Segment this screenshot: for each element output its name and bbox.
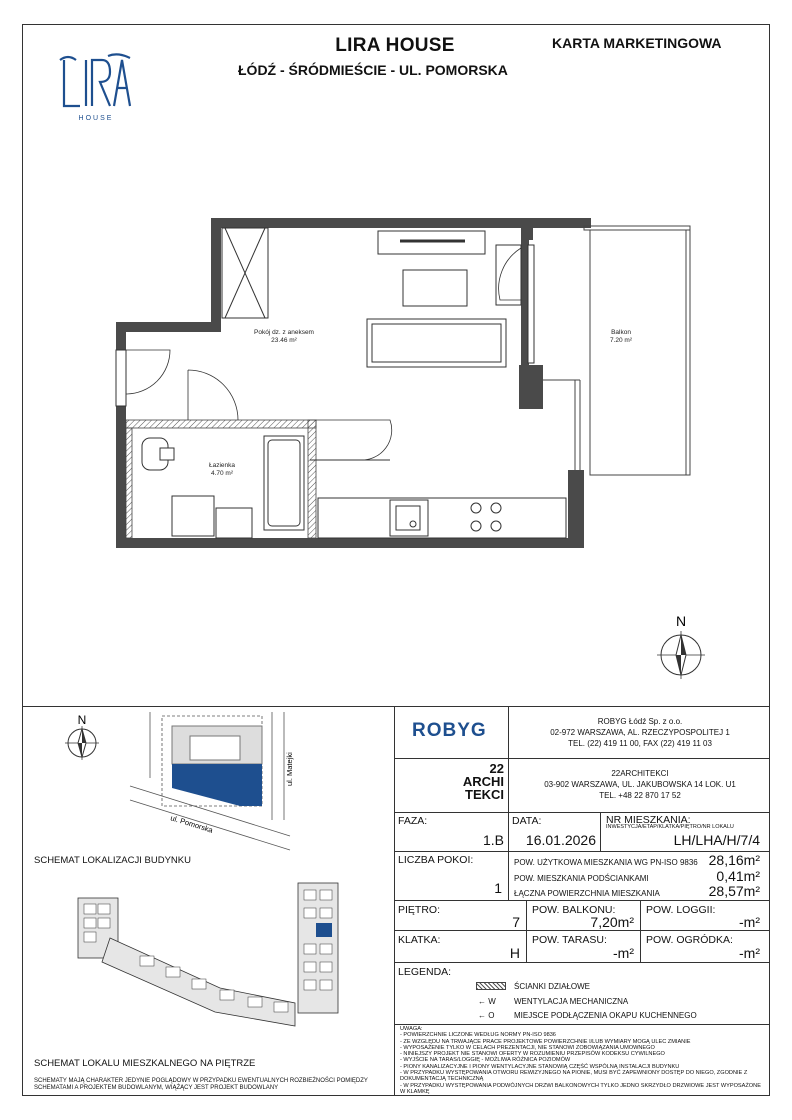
location-caption: SCHEMAT LOKALIZACJI BUDYNKU: [34, 855, 191, 866]
north-label: N: [675, 613, 687, 629]
location-north-label: N: [77, 713, 87, 727]
pietro-label: PIĘTRO:: [398, 904, 441, 916]
nr-label: NR MIESZKANIA:: [606, 814, 691, 826]
note-line: - NINIEJSZY PROJEKT NIE STANOWI OFERTY W ROZUMIENIU PRZEPISÓW KODEKSU CYWILNEGO: [400, 1051, 665, 1058]
klatka-value: H: [509, 945, 520, 961]
partition-wall-swatch: [476, 982, 506, 990]
pokoje-label: LICZBA POKOI:: [398, 854, 474, 866]
legend-title: LEGENDA:: [398, 966, 452, 978]
data-value: 16.01.2026: [525, 832, 596, 848]
room-balcony-name: Balkon: [611, 329, 631, 336]
pow-laczna-value: 28,57m²: [708, 883, 760, 899]
hood-icon: ← O: [478, 1011, 495, 1020]
note-line: - WYJŚCIE NA TARAS/LOGGIĘ - MOŻLIWA RÓŻNICA POZIOMÓW: [400, 1057, 571, 1064]
north-compass-icon: [657, 631, 705, 679]
note-line: - POWIERZCHNIE LICZONE WEDŁUG NORMY PN-ISO 9836: [400, 1032, 556, 1039]
logo-subtext: HOUSE: [78, 115, 114, 122]
street-label-1: ul. Matejki: [285, 752, 294, 786]
architect-info: [520, 768, 760, 801]
floor-schema: [70, 878, 360, 1038]
room-bathroom-name: Łazienka: [208, 462, 236, 469]
notes: [400, 1026, 766, 1095]
company-name: ROBYG Łódź Sp. z o.o.: [597, 717, 683, 726]
street-label-2: ul. Pomorska: [169, 813, 214, 835]
note-line: - W PRZYPADKU WYSTĘPOWANIA OTWORU REWIZYJNEGO NA PIONIE, MUSI BYĆ ZAPEWNIONY DOSTĘP DO NIEGO, ZGODNIE Z DOKUMENTACJĄ TECHNICZNĄ: [400, 1070, 748, 1083]
location-compass-icon: [65, 726, 99, 760]
loggia-value: -m²: [739, 914, 760, 930]
room-balcony-area: 7.20 m²: [609, 337, 633, 344]
architect-phone: TEL. +48 22 870 17 52: [599, 791, 681, 800]
klatka-label: KLATKA:: [398, 934, 441, 946]
apartment-highlight: [316, 923, 332, 937]
pow-uz-label: POW. UŻYTKOWA MIESZKANIA WG PN-ISO 9836: [514, 858, 698, 867]
pow-pod-label: POW. MIESZKANIA PODŚCIANKAMI: [514, 874, 649, 883]
robyg-logo: ROBYG: [412, 720, 487, 741]
nr-value: LH/LHA/H/7/4: [673, 832, 760, 848]
page-title: LIRA HOUSE: [335, 35, 455, 56]
architect-name: 22ARCHITEKCI: [611, 769, 669, 778]
ogrodek-value: -m²: [739, 945, 760, 961]
faza-label: FAZA:: [398, 815, 428, 827]
pow-laczna-label: ŁĄCZNA POWIERZCHNIA MIESZKANIA: [514, 889, 660, 898]
ogrodek-label: POW. OGRÓDKA:: [646, 934, 733, 946]
loggia-label: POW. LOGGII:: [646, 904, 716, 916]
balkon-value: 7,20m²: [590, 914, 634, 930]
notes-title: UWAGA:: [400, 1026, 423, 1032]
pow-pod-value: 0,41m²: [716, 868, 760, 884]
balkon-label: POW. BALKONU:: [532, 904, 616, 916]
room-living-name: Pokój dz. z aneksem: [254, 329, 314, 336]
note-line: - ZE WZGLĘDU NA TRWAJĄCE PRACE PROJEKTOWE POWIERZCHNIE I/LUB WYMIARY MOGĄ ULEC ZMIANIE: [400, 1038, 691, 1045]
room-bathroom-area: 4.70 m²: [210, 470, 234, 477]
pietro-value: 7: [512, 914, 520, 930]
faza-value: 1.B: [482, 832, 504, 848]
note-line: - W PRZYPADKU WYSTĘPOWANIA PODWÓJNYCH DRZWI BALKONOWYCH TYLKO JEDNO SKRZYDŁO DRZWIOWE JEST WYPOSAŻONE W KLAMKĘ: [400, 1082, 761, 1095]
pow-uz-value: 28,16m²: [708, 852, 760, 868]
pokoje-value: 1: [494, 880, 502, 896]
legend-item-3: MIEJSCE PODŁĄCZENIA OKAPU KUCHENNEGO: [514, 1011, 697, 1020]
room-living-area: 23.46 m²: [271, 337, 297, 344]
nr-sublabel: INWESTYCJA/ETAP/KLATKA/PIĘTRO/NR LOKALU: [606, 824, 734, 830]
page-subtitle: ŁÓDŹ - ŚRÓDMIEŚCIE - UL. POMORSKA: [238, 62, 508, 78]
ventilation-icon: ← W: [478, 997, 496, 1006]
note-line: - WYPOSAŻENIE TYLKO W CELACH PREZENTACJI, NIE STANOWI ZOBOWIĄZANIA UMOWNEGO: [400, 1044, 655, 1051]
legend-item-1: ŚCIANKI DZIAŁOWE: [514, 982, 591, 991]
data-label: DATA:: [512, 815, 542, 827]
company-address: 02-972 WARSZAWA, AL. RZECZYPOSPOLITEJ 1: [550, 728, 730, 737]
architect-address: 03-902 WARSZAWA, UL. JAKUBOWSKA 14 LOK. U1: [544, 780, 736, 789]
company-phone: TEL. (22) 419 11 00, FAX (22) 419 11 03: [568, 739, 712, 748]
location-map: [40, 708, 390, 858]
disclaimer: SCHEMATY MAJĄ CHARAKTER JEDYNIE POGLĄDOWY W PRZYPADKU EWENTUALNYCH ROZBIEŻNOŚCI POMIĘDZY SCHEMATAMI A PROJEKTEM BUDOWLANYM, WIĄŻĄCY JEST PROJEKT BUDOWLANY: [34, 1078, 368, 1091]
note-line: - PIONY KANALIZACYJNE I PIONY WENTYLACYJNE STANOWIĄ CZĘŚĆ WSPÓLNĄ INSTALACJI BUDYNKU: [400, 1063, 680, 1070]
taras-value: -m²: [613, 945, 634, 961]
floor-schema-caption: SCHEMAT LOKALU MIESZKALNEGO NA PIĘTRZE: [34, 1058, 256, 1069]
architect-logo: 22 ARCHI TEKCI: [462, 761, 504, 802]
doc-type: KARTA MARKETINGOWA: [552, 35, 722, 51]
legend-item-2: WENTYLACJA MECHANICZNA: [514, 997, 629, 1006]
taras-label: POW. TARASU:: [532, 934, 607, 946]
company-info: [520, 716, 760, 749]
